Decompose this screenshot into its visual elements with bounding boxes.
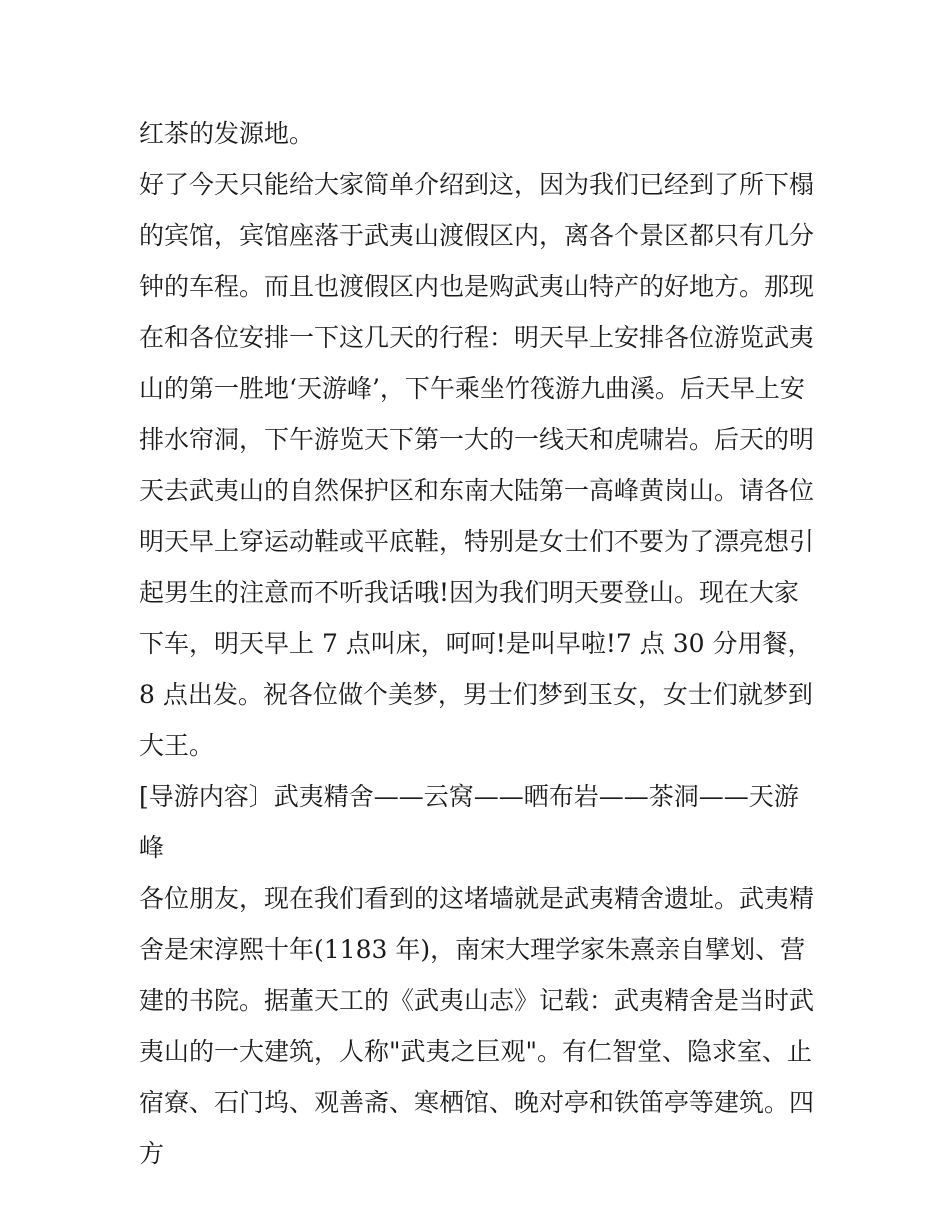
paragraph-wuyi-academy: 各位朋友，现在我们看到的这堵墙就是武夷精舍遗址。武夷精舍是宋淳熙十年(1183 年)，南宋大理学家朱熹亲自擘划、营建的书院。据董天工的《武夷山志》记载：武夷精舍是当时武夷山的一大建筑，人称"武夷之巨观"。有仁智堂、隐求室、止宿寮、石门坞、观善斋、寒栖馆、晚对亭和铁笛亭等建筑。四方 <box>139 884 815 1168</box>
body-text <box>139 108 819 1179</box>
paragraph-tour-route: [导游内容〕武夷精舍——云窝——晒布岩——茶洞——天游峰 <box>139 782 799 862</box>
paragraph-tea-origin: 红茶的发源地。 <box>139 119 315 148</box>
paragraph-itinerary: 好了今天只能给大家简单介绍到这，因为我们已经到了所下榻的宾馆，宾馆座落于武夷山渡假区内，离各个景区都只有几分钟的车程。而且也渡假区内也是购武夷山特产的好地方。那现在和各位安排一下这几天的行程：明天早上安排各位游览武夷山的第一胜地‘天游峰’，下午乘坐竹筏游九曲溪。后天早上安排水帘洞，下午游览天下第一大的一线天和虎啸岩。后天的明天去武夷山的自然保护区和东南大陆第一高峰黄岗山。请各位明天早上穿运动鞋或平底鞋，特别是女士们不要为了漂亮想引起男生的注意而不听我话哦!因为我们明天要登山。现在大家下车，明天早上 7 点叫床，呵呵!是叫早啦!7 点 30 分用餐，8 点出发。祝各位做个美梦，男士们梦到玉女，女士们就梦到大王。 <box>139 170 815 760</box>
